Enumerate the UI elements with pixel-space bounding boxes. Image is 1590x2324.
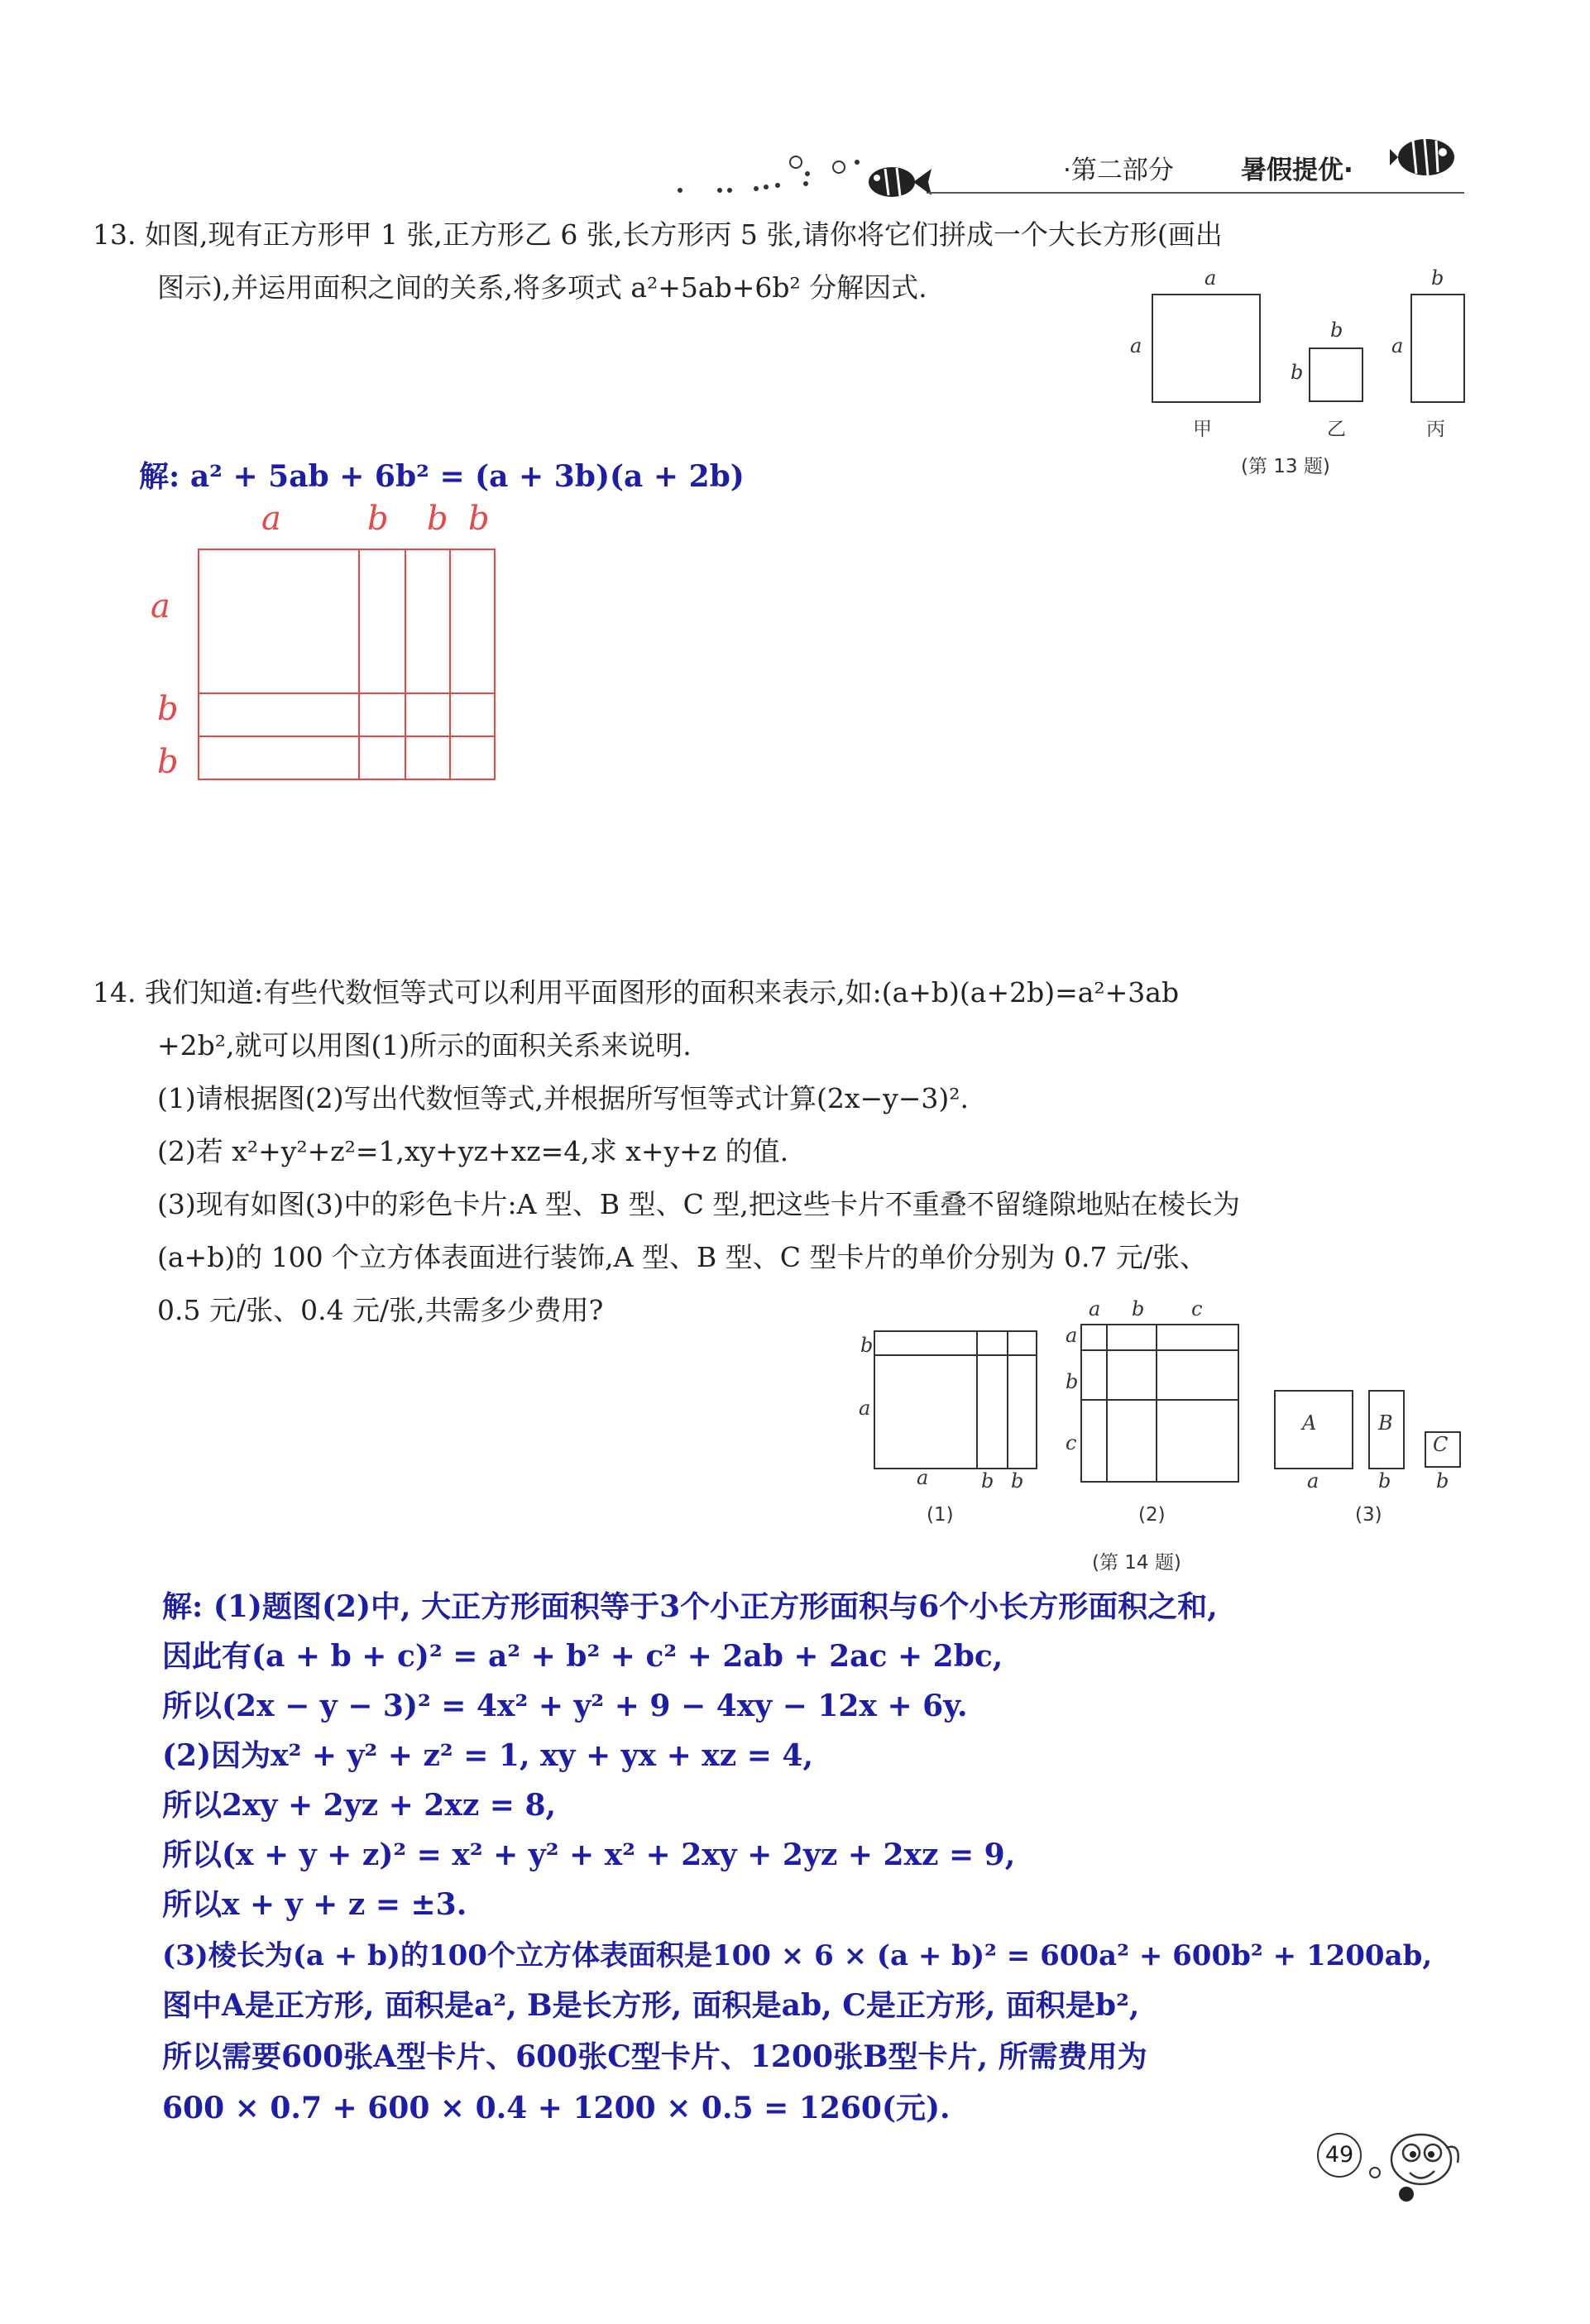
q13-line2: 图示),并运用面积之间的关系,将多项式 a²+5ab+6b² 分解因式. [157, 271, 927, 304]
fish-icon [1390, 131, 1464, 182]
solution-line: 所以需要600张A型卡片、600张C型卡片、1200张B型卡片, 所需费用为 [162, 2039, 1147, 2074]
solution-line: (3)棱长为(a + b)的100个立方体表面积是100 × 6 × (a + b)² = 600a² + 600b² + 1200ab, [162, 1939, 1433, 1972]
fig-caption: (3) [1355, 1504, 1382, 1526]
label-a: a [859, 1397, 871, 1420]
fig-caption: (1) [927, 1504, 954, 1526]
q14-line: (a+b)的 100 个立方体表面进行装饰,A 型、B 型、C 型卡片的单价分别为 0.7 元/张、 [157, 1241, 1208, 1273]
fish-icon [860, 157, 935, 207]
sketch-label-b: b [157, 743, 179, 781]
label-bing: 丙 [1426, 419, 1445, 440]
label-c: c [1191, 1297, 1203, 1320]
solution-line: 所以2xy + 2yz + 2xz = 8, [162, 1788, 557, 1823]
q14-line: 0.5 元/张、0.4 元/张,共需多少费用? [157, 1294, 604, 1326]
label-a: a [917, 1466, 929, 1489]
label-b: b [1291, 361, 1304, 384]
q13-solution: 解: a² + 5ab + 6b² = (a + 3b)(a + 2b) [139, 459, 745, 494]
figure-caption: (第 14 题) [1092, 1552, 1181, 1574]
solution-line: 解: (1)题图(2)中, 大正方形面积等于3个小正方形面积与6个小长方形面积之和, [162, 1589, 1218, 1624]
q14-line: (3)现有如图(3)中的彩色卡片:A 型、B 型、C 型,把这些卡片不重叠不留缝隙地贴在棱长为 [157, 1188, 1240, 1220]
label-yi: 乙 [1327, 419, 1346, 440]
solution-line: 图中A是正方形, 面积是a², B是长方形, 面积是ab, C是正方形, 面积是b², [162, 1988, 1140, 2023]
square-yi [1309, 347, 1363, 402]
label-c: c [1066, 1431, 1077, 1454]
solution-line: (2)因为x² + y² + z² = 1, xy + yx + xz = 4, [162, 1738, 813, 1773]
sketch-label-b: b [468, 500, 490, 538]
sketch-grid [197, 548, 498, 783]
q14-line: (1)请根据图(2)写出代数恒等式,并根据所写恒等式计算(2x−y−3)². [157, 1082, 969, 1114]
fig2-grid [1080, 1324, 1241, 1484]
label-b: b [860, 1334, 874, 1357]
label-b: b [1330, 319, 1343, 342]
q14-line: (2)若 x²+y²+z²=1,xy+yz+xz=4,求 x+y+z 的值. [157, 1135, 789, 1167]
sketch-label-b: b [157, 690, 179, 728]
solution-line: 所以x + y + z = ±3. [162, 1887, 467, 1922]
solution-line: 所以(x + y + z)² = x² + y² + x² + 2xy + 2yz + 2xz = 9, [162, 1838, 1016, 1872]
figure-caption: (第 13 题) [1241, 456, 1330, 477]
label-b: b [1011, 1469, 1024, 1493]
label-b: b [1378, 1469, 1391, 1493]
label-b: b [1132, 1297, 1145, 1320]
page-number: 49 [1317, 2133, 1362, 2178]
solution-line: 600 × 0.7 + 600 × 0.4 + 1200 × 0.5 = 1260(元). [162, 2091, 951, 2125]
fig1-grid [874, 1330, 1039, 1471]
square-jia [1152, 294, 1261, 403]
label-a: a [1204, 266, 1217, 290]
card-a-label: A [1302, 1411, 1317, 1435]
q14-line: +2b²,就可以用图(1)所示的面积关系来说明. [157, 1029, 692, 1061]
label-a: a [1089, 1297, 1101, 1320]
rect-bing [1410, 294, 1465, 403]
header-title: 暑假提优· [1241, 156, 1353, 185]
card-c-label: C [1433, 1433, 1449, 1456]
header-section: ·第二部分 [1063, 156, 1174, 185]
label-b: b [981, 1469, 994, 1493]
label-jia: 甲 [1193, 419, 1212, 440]
mascot-icon [1363, 2118, 1471, 2209]
solution-line: 所以(2x − y − 3)² = 4x² + y² + 9 − 4xy − 12x + 6y. [162, 1689, 968, 1723]
sketch-label-b: b [367, 500, 389, 538]
label-b: b [1066, 1370, 1079, 1393]
label-a: a [1307, 1469, 1319, 1493]
sketch-label-a: a [261, 500, 281, 538]
card-b-label: B [1378, 1411, 1393, 1435]
label-b: b [1436, 1469, 1449, 1493]
sketch-label-b: b [427, 500, 448, 538]
label-a: a [1066, 1324, 1078, 1347]
q14-line: 14. 我们知道:有些代数恒等式可以利用平面图形的面积来表示,如:(a+b)(a+2b)=a²+3ab [93, 976, 1180, 1009]
label-a: a [1130, 334, 1142, 357]
label-b: b [1431, 266, 1444, 290]
solution-line: 因此有(a + b + c)² = a² + b² + c² + 2ab + 2ac + 2bc, [162, 1639, 1003, 1674]
label-a: a [1391, 334, 1404, 357]
q13-line1: 13. 如图,现有正方形甲 1 张,正方形乙 6 张,长方形丙 5 张,请你将它们拼成一个大长方形(画出 [93, 218, 1223, 251]
fig-caption: (2) [1138, 1504, 1166, 1526]
sketch-label-a: a [151, 587, 170, 625]
